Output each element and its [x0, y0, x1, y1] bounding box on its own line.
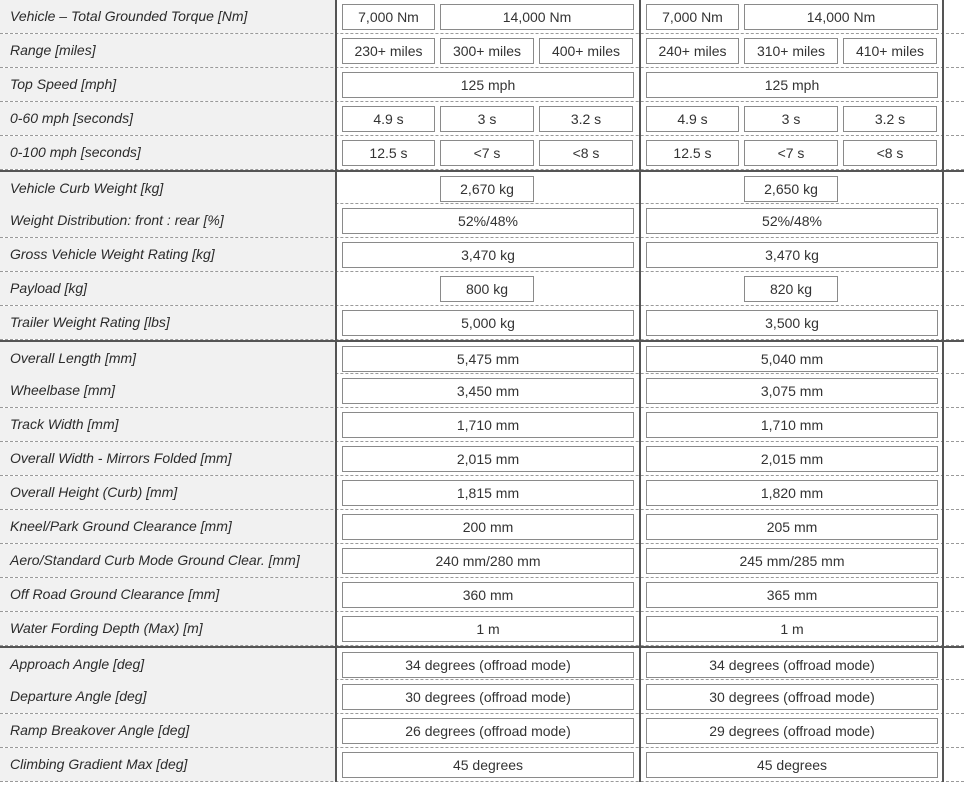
- spec-value-cell: 12.5 s: [646, 140, 739, 166]
- model-a-column: [336, 34, 639, 67]
- spec-label: Gross Vehicle Weight Rating [kg]: [0, 238, 335, 271]
- spec-value-cell: 4.9 s: [646, 106, 739, 132]
- model-a-column: [336, 172, 639, 205]
- spec-value-cell: 1,820 mm: [646, 480, 938, 506]
- spec-label: Trailer Weight Rating [lbs]: [0, 306, 335, 339]
- spec-label: Vehicle – Total Grounded Torque [Nm]: [0, 0, 335, 33]
- spec-label: Wheelbase [mm]: [0, 374, 335, 407]
- model-a-column: [336, 680, 639, 713]
- model-a-column: [336, 0, 639, 33]
- spec-value-cell: 26 degrees (offroad mode): [342, 718, 634, 744]
- spec-row: [0, 306, 964, 340]
- spec-value-cell: 3 s: [440, 106, 534, 132]
- spec-row: [0, 272, 964, 306]
- spec-value-cell: 230+ miles: [342, 38, 435, 64]
- model-a-column: [336, 68, 639, 101]
- model-b-column: [640, 272, 942, 305]
- model-a-column: [336, 510, 639, 543]
- spec-label: Aero/Standard Curb Mode Ground Clear. [mm]: [0, 544, 335, 577]
- spec-row: [0, 102, 964, 136]
- divider-left: [335, 0, 337, 782]
- spec-value-cell: 30 degrees (offroad mode): [646, 684, 938, 710]
- spec-value-cell: 52%/48%: [342, 208, 634, 234]
- model-b-column: [640, 306, 942, 339]
- model-b-column: [640, 68, 942, 101]
- spec-value-cell: <7 s: [440, 140, 534, 166]
- model-b-column: [640, 680, 942, 713]
- spec-value-cell: 12.5 s: [342, 140, 435, 166]
- spec-value-cell: 52%/48%: [646, 208, 938, 234]
- model-a-column: [336, 476, 639, 509]
- model-b-column: [640, 374, 942, 407]
- model-a-column: [336, 102, 639, 135]
- spec-row: [0, 136, 964, 170]
- model-a-column: [336, 578, 639, 611]
- spec-row: [0, 170, 964, 204]
- spec-value-cell: 3,470 kg: [342, 242, 634, 268]
- spec-value-cell: 820 kg: [744, 276, 838, 302]
- spec-value-cell: 800 kg: [440, 276, 534, 302]
- model-b-column: [640, 714, 942, 747]
- model-b-column: [640, 476, 942, 509]
- spec-row: [0, 476, 964, 510]
- spec-value-cell: 400+ miles: [539, 38, 633, 64]
- spec-row: [0, 646, 964, 680]
- model-b-column: [640, 648, 942, 681]
- spec-row: [0, 374, 964, 408]
- model-a-column: [336, 342, 639, 375]
- spec-value-cell: 1,710 mm: [646, 412, 938, 438]
- spec-label: Payload [kg]: [0, 272, 335, 305]
- spec-value-cell: 5,475 mm: [342, 346, 634, 372]
- model-a-column: [336, 374, 639, 407]
- spec-label: Overall Width - Mirrors Folded [mm]: [0, 442, 335, 475]
- model-b-column: [640, 238, 942, 271]
- model-b-column: [640, 510, 942, 543]
- spec-value-cell: 3,500 kg: [646, 310, 938, 336]
- spec-label: Top Speed [mph]: [0, 68, 335, 101]
- spec-row: [0, 340, 964, 374]
- model-a-column: [336, 442, 639, 475]
- spec-row: [0, 612, 964, 646]
- spec-value-cell: 365 mm: [646, 582, 938, 608]
- spec-value-cell: <8 s: [539, 140, 633, 166]
- spec-label: 0-60 mph [seconds]: [0, 102, 335, 135]
- spec-value-cell: 3.2 s: [539, 106, 633, 132]
- model-b-column: [640, 342, 942, 375]
- spec-value-cell: 2,650 kg: [744, 176, 838, 202]
- spec-value-cell: 4.9 s: [342, 106, 435, 132]
- spec-row: [0, 0, 964, 34]
- spec-value-cell: 3,470 kg: [646, 242, 938, 268]
- model-b-column: [640, 748, 942, 781]
- model-a-column: [336, 714, 639, 747]
- spec-value-cell: 2,670 kg: [440, 176, 534, 202]
- model-a-column: [336, 136, 639, 169]
- model-b-column: [640, 204, 942, 237]
- spec-label: Approach Angle [deg]: [0, 648, 335, 681]
- spec-label: Off Road Ground Clearance [mm]: [0, 578, 335, 611]
- spec-value-cell: 5,000 kg: [342, 310, 634, 336]
- spec-label: Vehicle Curb Weight [kg]: [0, 172, 335, 205]
- spec-value-cell: 240 mm/280 mm: [342, 548, 634, 574]
- spec-value-cell: 34 degrees (offroad mode): [646, 652, 938, 678]
- spec-value-cell: 310+ miles: [744, 38, 838, 64]
- spec-value-cell: 7,000 Nm: [342, 4, 435, 30]
- spec-value-cell: 45 degrees: [646, 752, 938, 778]
- spec-row: [0, 510, 964, 544]
- spec-value-cell: 240+ miles: [646, 38, 739, 64]
- spec-label: Weight Distribution: front : rear [%]: [0, 204, 335, 237]
- model-a-column: [336, 272, 639, 305]
- model-b-column: [640, 34, 942, 67]
- model-b-column: [640, 102, 942, 135]
- spec-value-cell: 30 degrees (offroad mode): [342, 684, 634, 710]
- spec-value-cell: 3 s: [744, 106, 838, 132]
- spec-label: Climbing Gradient Max [deg]: [0, 748, 335, 781]
- spec-value-cell: 125 mph: [646, 72, 938, 98]
- spec-value-cell: 3,075 mm: [646, 378, 938, 404]
- spec-value-cell: 200 mm: [342, 514, 634, 540]
- spec-label: Kneel/Park Ground Clearance [mm]: [0, 510, 335, 543]
- spec-value-cell: 205 mm: [646, 514, 938, 540]
- spec-row: [0, 68, 964, 102]
- spec-value-cell: 3.2 s: [843, 106, 937, 132]
- spec-value-cell: 14,000 Nm: [440, 4, 634, 30]
- model-a-column: [336, 612, 639, 645]
- spec-value-cell: 245 mm/285 mm: [646, 548, 938, 574]
- spec-label: Track Width [mm]: [0, 408, 335, 441]
- spec-value-cell: 1 m: [646, 616, 938, 642]
- spec-label: 0-100 mph [seconds]: [0, 136, 335, 169]
- spec-value-cell: 3,450 mm: [342, 378, 634, 404]
- model-b-column: [640, 172, 942, 205]
- spec-value-cell: 45 degrees: [342, 752, 634, 778]
- spec-label: Range [miles]: [0, 34, 335, 67]
- model-b-column: [640, 544, 942, 577]
- spec-row: [0, 238, 964, 272]
- model-b-column: [640, 136, 942, 169]
- spec-row: [0, 34, 964, 68]
- spec-row: [0, 408, 964, 442]
- spec-value-cell: 1,815 mm: [342, 480, 634, 506]
- spec-value-cell: 29 degrees (offroad mode): [646, 718, 938, 744]
- spec-value-cell: <7 s: [744, 140, 838, 166]
- spec-row: [0, 442, 964, 476]
- divider-middle: [639, 0, 641, 782]
- spec-label: Overall Height (Curb) [mm]: [0, 476, 335, 509]
- model-b-column: [640, 0, 942, 33]
- spec-value-cell: 1,710 mm: [342, 412, 634, 438]
- spec-value-cell: 125 mph: [342, 72, 634, 98]
- model-a-column: [336, 648, 639, 681]
- spec-value-cell: 7,000 Nm: [646, 4, 739, 30]
- model-a-column: [336, 238, 639, 271]
- spec-row: [0, 578, 964, 612]
- spec-row: [0, 748, 964, 782]
- model-a-column: [336, 306, 639, 339]
- spec-value-cell: 2,015 mm: [646, 446, 938, 472]
- model-b-column: [640, 612, 942, 645]
- divider-right: [942, 0, 944, 782]
- spec-row: [0, 680, 964, 714]
- spec-value-cell: 410+ miles: [843, 38, 937, 64]
- spec-row: [0, 204, 964, 238]
- model-a-column: [336, 544, 639, 577]
- spec-value-cell: 2,015 mm: [342, 446, 634, 472]
- spec-value-cell: <8 s: [843, 140, 937, 166]
- spec-value-cell: 300+ miles: [440, 38, 534, 64]
- spec-label: Departure Angle [deg]: [0, 680, 335, 713]
- spec-value-cell: 1 m: [342, 616, 634, 642]
- model-b-column: [640, 408, 942, 441]
- model-a-column: [336, 408, 639, 441]
- spec-value-cell: 34 degrees (offroad mode): [342, 652, 634, 678]
- spec-value-cell: 5,040 mm: [646, 346, 938, 372]
- model-a-column: [336, 748, 639, 781]
- spec-label: Ramp Breakover Angle [deg]: [0, 714, 335, 747]
- spec-label: Overall Length [mm]: [0, 342, 335, 375]
- model-b-column: [640, 442, 942, 475]
- spec-row: [0, 714, 964, 748]
- model-b-column: [640, 578, 942, 611]
- spec-value-cell: 360 mm: [342, 582, 634, 608]
- spec-row: [0, 544, 964, 578]
- model-a-column: [336, 204, 639, 237]
- spec-label: Water Fording Depth (Max) [m]: [0, 612, 335, 645]
- spec-value-cell: 14,000 Nm: [744, 4, 938, 30]
